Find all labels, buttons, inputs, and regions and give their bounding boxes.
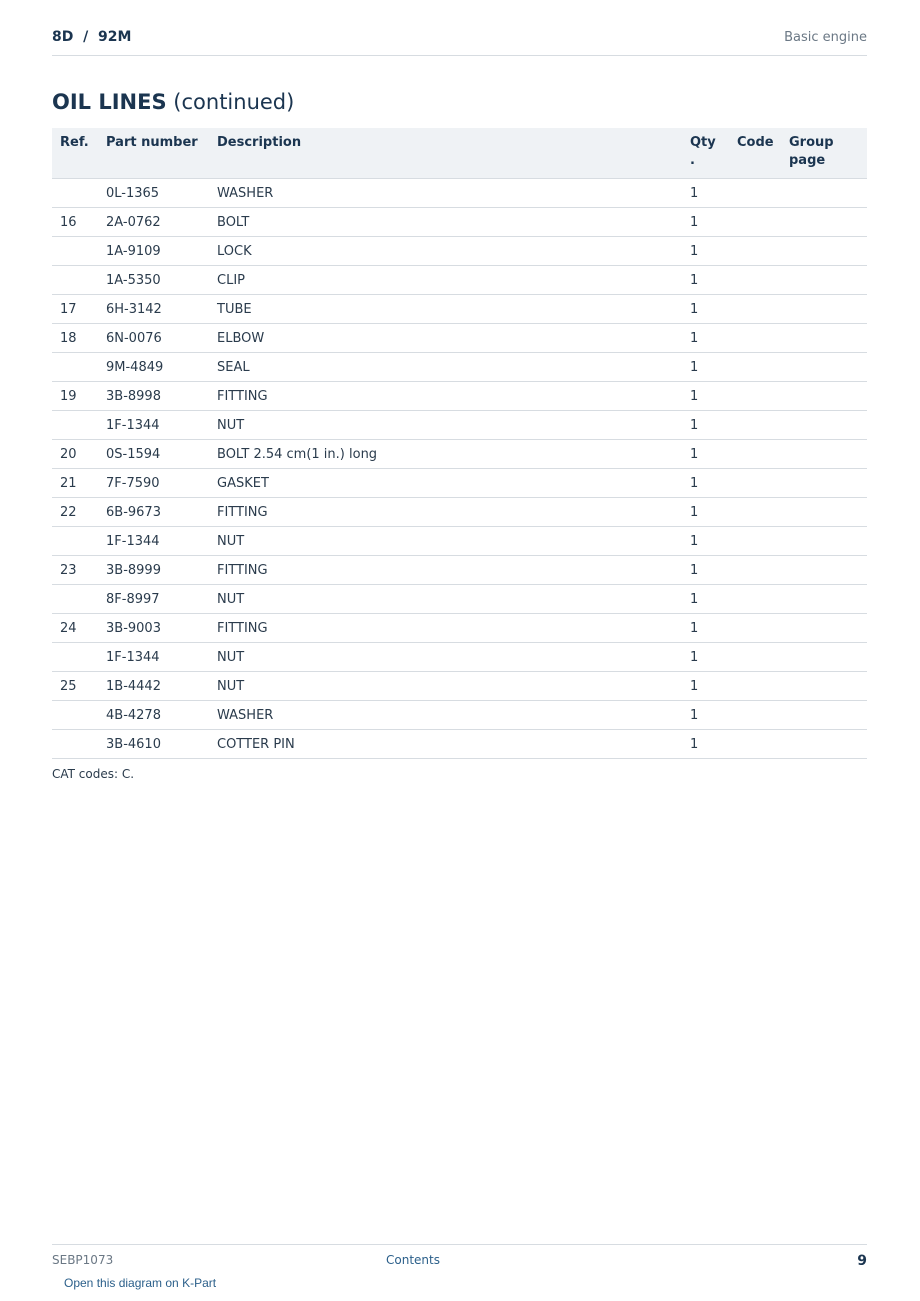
cell-ref: 23: [52, 556, 98, 585]
cell-qty: 1: [682, 208, 729, 237]
cell-ref: 16: [52, 208, 98, 237]
cell-part-number: 3B-8999: [98, 556, 209, 585]
table-row: [52, 643, 867, 672]
cell-ref: [52, 353, 98, 382]
column-header-ref: Ref.: [52, 128, 98, 179]
parts-table: [52, 128, 867, 759]
column-header-description: Description: [209, 128, 682, 179]
cell-ref: 17: [52, 295, 98, 324]
cat-codes-note: CAT codes: C.: [52, 767, 135, 781]
cell-ref: [52, 237, 98, 266]
cell-code: [729, 498, 781, 527]
cell-part-number: 1A-5350: [98, 266, 209, 295]
cell-description: FITTING: [209, 614, 682, 643]
cell-group-page: [781, 208, 867, 237]
cell-part-number: 0L-1365: [98, 179, 209, 208]
page-footer: [52, 1244, 867, 1301]
table-row: [52, 527, 867, 556]
cell-group-page: [781, 353, 867, 382]
page-title: [52, 90, 294, 114]
cell-code: [729, 179, 781, 208]
cell-part-number: 2A-0762: [98, 208, 209, 237]
cell-code: [729, 237, 781, 266]
table-row: [52, 295, 867, 324]
cell-group-page: [781, 585, 867, 614]
table-row: [52, 440, 867, 469]
cell-ref: [52, 179, 98, 208]
cell-code: [729, 266, 781, 295]
table-row: [52, 701, 867, 730]
cell-qty: 1: [682, 614, 729, 643]
cell-group-page: [781, 672, 867, 701]
cell-qty: 1: [682, 672, 729, 701]
table-row: [52, 266, 867, 295]
table-row: [52, 614, 867, 643]
table-row: [52, 382, 867, 411]
cell-description: NUT: [209, 411, 682, 440]
cell-description: NUT: [209, 527, 682, 556]
page-header: [52, 28, 867, 56]
cell-part-number: 6N-0076: [98, 324, 209, 353]
cell-description: CLIP: [209, 266, 682, 295]
table-row: [52, 469, 867, 498]
cell-group-page: [781, 237, 867, 266]
cell-ref: [52, 527, 98, 556]
document-id: SEBP1073: [52, 1253, 114, 1267]
cell-group-page: [781, 701, 867, 730]
cell-part-number: 3B-4610: [98, 730, 209, 759]
cell-code: [729, 440, 781, 469]
cell-group-page: [781, 643, 867, 672]
cell-ref: [52, 730, 98, 759]
cell-group-page: [781, 266, 867, 295]
cell-qty: 1: [682, 237, 729, 266]
cell-description: LOCK: [209, 237, 682, 266]
contents-link[interactable]: Contents: [386, 1253, 440, 1267]
cell-group-page: [781, 179, 867, 208]
table-row: [52, 208, 867, 237]
cell-qty: 1: [682, 295, 729, 324]
table-row: [52, 498, 867, 527]
cell-code: [729, 469, 781, 498]
section-label: Basic engine: [784, 30, 867, 45]
column-header-code: Code: [729, 128, 781, 179]
cell-description: NUT: [209, 643, 682, 672]
cell-group-page: [781, 440, 867, 469]
cell-ref: [52, 701, 98, 730]
column-header-qty: Qty .: [682, 128, 729, 179]
table-row: [52, 353, 867, 382]
cell-ref: [52, 643, 98, 672]
table-row: [52, 672, 867, 701]
model-label: 8D / 92M: [52, 29, 132, 45]
cell-ref: [52, 266, 98, 295]
cell-description: COTTER PIN: [209, 730, 682, 759]
cell-qty: 1: [682, 527, 729, 556]
cell-description: WASHER: [209, 701, 682, 730]
cell-description: FITTING: [209, 382, 682, 411]
cell-description: TUBE: [209, 295, 682, 324]
cell-code: [729, 208, 781, 237]
cell-part-number: 7F-7590: [98, 469, 209, 498]
cell-part-number: 1F-1344: [98, 527, 209, 556]
cell-code: [729, 527, 781, 556]
cell-description: WASHER: [209, 179, 682, 208]
cell-ref: 19: [52, 382, 98, 411]
table-row: [52, 556, 867, 585]
table-row: [52, 585, 867, 614]
cell-part-number: 0S-1594: [98, 440, 209, 469]
cell-qty: 1: [682, 440, 729, 469]
cell-part-number: 1F-1344: [98, 643, 209, 672]
cell-part-number: 1F-1344: [98, 411, 209, 440]
cell-qty: 1: [682, 701, 729, 730]
cell-group-page: [781, 411, 867, 440]
cell-description: NUT: [209, 672, 682, 701]
cell-ref: 21: [52, 469, 98, 498]
cell-code: [729, 556, 781, 585]
cell-group-page: [781, 382, 867, 411]
cell-code: [729, 382, 781, 411]
cell-group-page: [781, 469, 867, 498]
cell-group-page: [781, 730, 867, 759]
table-row: [52, 411, 867, 440]
table-header-row: [52, 128, 867, 179]
cell-qty: 1: [682, 353, 729, 382]
cell-part-number: 3B-8998: [98, 382, 209, 411]
cell-part-number: 8F-8997: [98, 585, 209, 614]
table-row: [52, 237, 867, 266]
cell-code: [729, 643, 781, 672]
cell-qty: 1: [682, 643, 729, 672]
cell-ref: 20: [52, 440, 98, 469]
cell-qty: 1: [682, 324, 729, 353]
cell-description: BOLT: [209, 208, 682, 237]
cell-group-page: [781, 614, 867, 643]
table-row: [52, 730, 867, 759]
cell-ref: [52, 411, 98, 440]
cell-description: FITTING: [209, 498, 682, 527]
cell-ref: [52, 585, 98, 614]
cell-description: ELBOW: [209, 324, 682, 353]
table-row: [52, 179, 867, 208]
cell-ref: 18: [52, 324, 98, 353]
cell-code: [729, 411, 781, 440]
cell-code: [729, 353, 781, 382]
cell-group-page: [781, 527, 867, 556]
cell-ref: 22: [52, 498, 98, 527]
cell-code: [729, 672, 781, 701]
cell-qty: 1: [682, 469, 729, 498]
cell-qty: 1: [682, 411, 729, 440]
cell-description: FITTING: [209, 556, 682, 585]
cell-code: [729, 324, 781, 353]
cell-description: NUT: [209, 585, 682, 614]
cell-part-number: 1A-9109: [98, 237, 209, 266]
cell-code: [729, 585, 781, 614]
cell-group-page: [781, 295, 867, 324]
page-number: 9: [857, 1253, 867, 1269]
cell-description: SEAL: [209, 353, 682, 382]
cell-part-number: 6H-3142: [98, 295, 209, 324]
table-row: [52, 324, 867, 353]
cell-qty: 1: [682, 266, 729, 295]
cell-code: [729, 730, 781, 759]
column-header-group-page: Group page: [781, 128, 867, 179]
cell-qty: 1: [682, 730, 729, 759]
cell-group-page: [781, 324, 867, 353]
cell-code: [729, 295, 781, 324]
cell-group-page: [781, 498, 867, 527]
cell-ref: 24: [52, 614, 98, 643]
cell-qty: 1: [682, 556, 729, 585]
cell-part-number: 3B-9003: [98, 614, 209, 643]
cell-part-number: 4B-4278: [98, 701, 209, 730]
cell-code: [729, 614, 781, 643]
cell-part-number: 6B-9673: [98, 498, 209, 527]
cell-qty: 1: [682, 585, 729, 614]
cell-part-number: 9M-4849: [98, 353, 209, 382]
open-kpart-link[interactable]: Open this diagram on K-Part: [64, 1276, 217, 1290]
cell-qty: 1: [682, 498, 729, 527]
cell-group-page: [781, 556, 867, 585]
cell-description: BOLT 2.54 cm(1 in.) long: [209, 440, 682, 469]
cell-code: [729, 701, 781, 730]
cell-part-number: 1B-4442: [98, 672, 209, 701]
column-header-part-number: Part number: [98, 128, 209, 179]
cell-ref: 25: [52, 672, 98, 701]
cell-description: GASKET: [209, 469, 682, 498]
parts-table-body: [52, 179, 867, 759]
title-suffix: (continued): [173, 90, 295, 114]
title-main: OIL LINES: [52, 90, 167, 114]
cell-qty: 1: [682, 179, 729, 208]
cell-qty: 1: [682, 382, 729, 411]
